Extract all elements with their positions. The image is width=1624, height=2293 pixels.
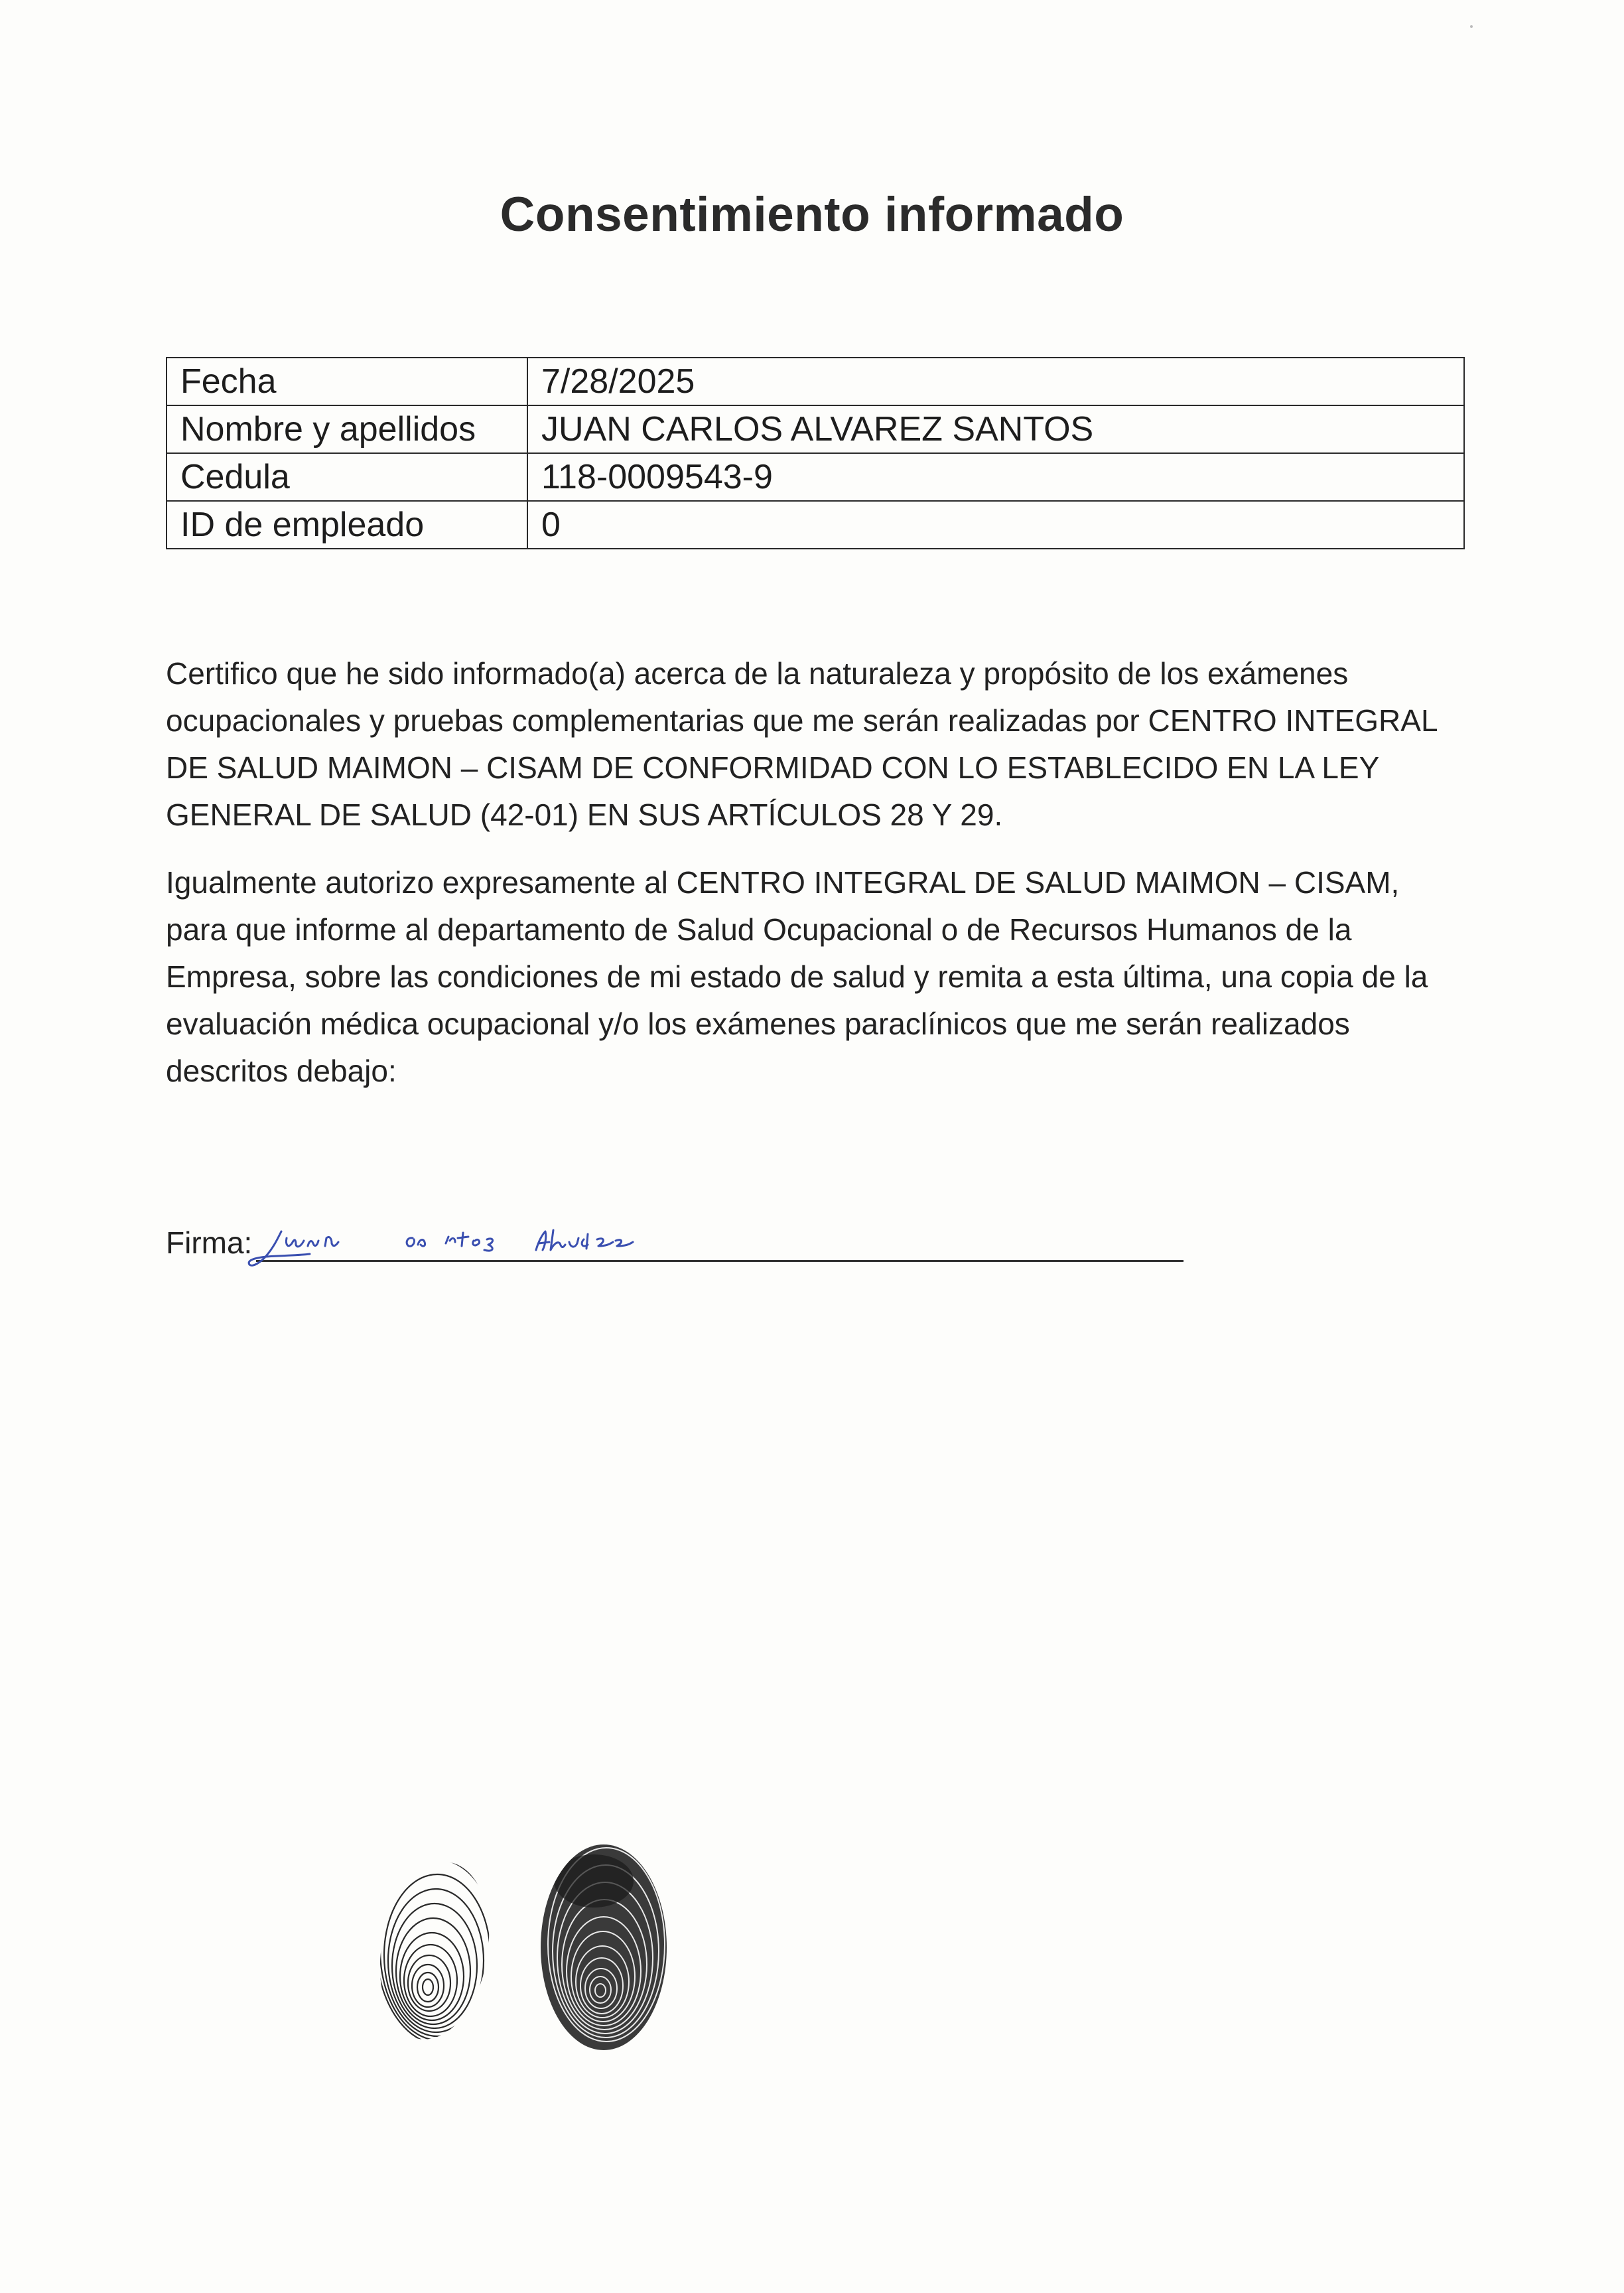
authorization-paragraph: Igualmente autorizo expresamente al CENTRO INTEGRAL DE SALUD MAIMON – CISAM, para que informe al departamento de Salud Ocupacional o de Recursos Humanos de la Empresa, sobre las condiciones de mi estado de salud y remita a esta última, una copia de la evaluación médica ocupacional y/o los exámenes paraclínicos que me serán realizados descritos debajo: xyxy=(166,865,1428,1088)
certification-paragraph: Certifico que he sido informado(a) acerca de la naturaleza y propósito de los exámenes ocupacionales y pruebas complementarias que me serán realizadas por CENTRO INTEGRAL DE SALUD MAIMON – CISAM DE CONFORMIDAD CON LO ESTABLECIDO EN LA LEY GENERAL DE SALUD (42-01) EN SUS ARTÍCULOS 28 Y 29. xyxy=(166,656,1437,832)
field-value-fecha: 7/28/2025 xyxy=(527,358,1464,405)
field-label-cedula: Cedula xyxy=(167,453,527,501)
personal-info-table xyxy=(166,357,1465,549)
scan-speck xyxy=(1470,25,1473,28)
table-row xyxy=(167,453,1464,501)
signature-label: Firma: xyxy=(166,1225,253,1260)
field-label-nombre: Nombre y apellidos xyxy=(167,405,527,453)
page-title: Consentimiento informado xyxy=(500,188,1124,242)
field-label-fecha: Fecha xyxy=(167,358,527,405)
field-value-nombre: JUAN CARLOS ALVAREZ SANTOS xyxy=(527,405,1464,453)
field-value-id-empleado: 0 xyxy=(527,501,1464,549)
fingerprints xyxy=(362,1841,693,2067)
field-value-cedula: 118-0009543-9 xyxy=(527,453,1464,501)
field-label-id-empleado: ID de empleado xyxy=(167,501,527,549)
table-row xyxy=(167,405,1464,453)
table-row xyxy=(167,358,1464,405)
table-row xyxy=(167,501,1464,549)
handwritten-signature xyxy=(247,1206,711,1279)
